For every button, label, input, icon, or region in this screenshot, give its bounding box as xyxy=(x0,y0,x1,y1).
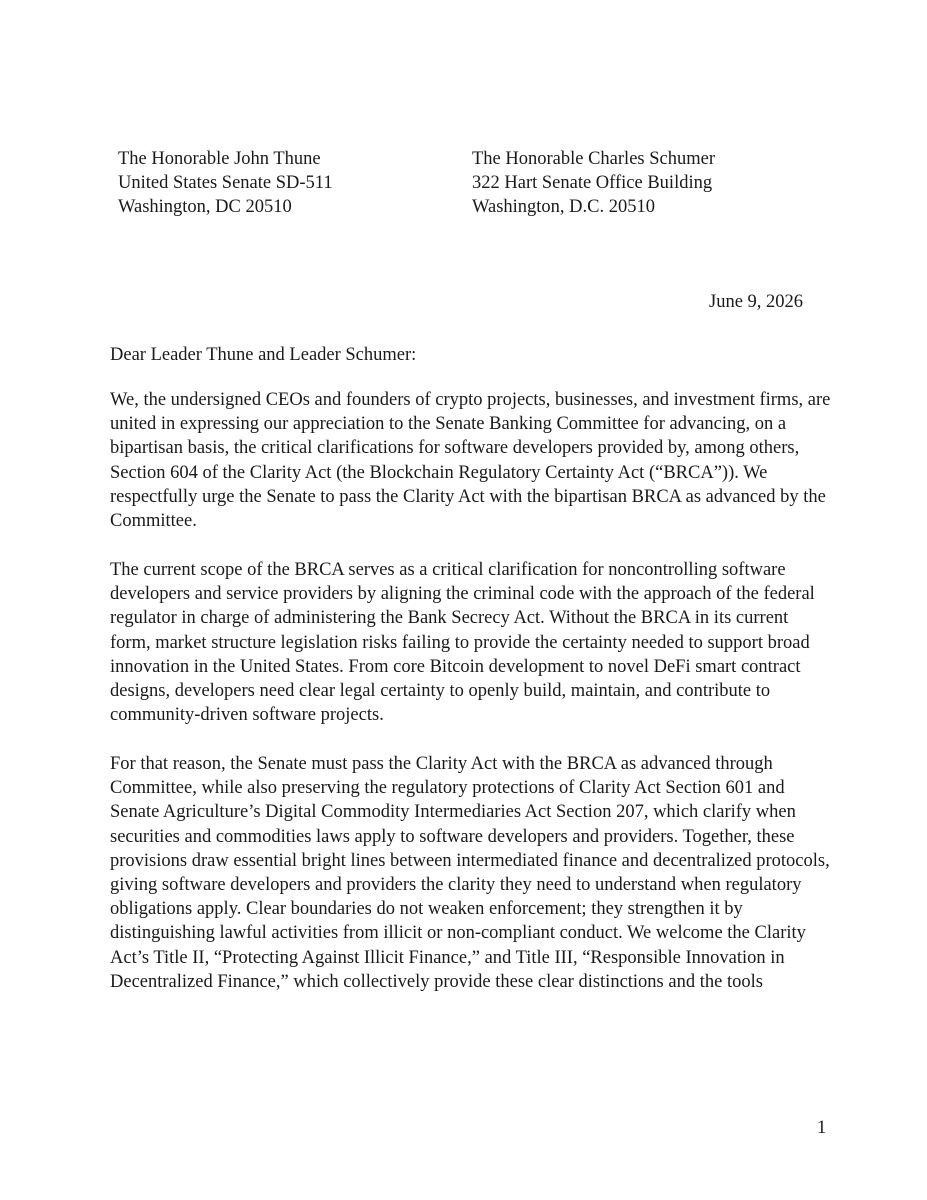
text-line: giving software developers and providers the clarity they need to understand when regulatory xyxy=(110,875,802,896)
text-line: bipartisan basis, the critical clarifications for software developers provided by, among others, xyxy=(110,438,800,459)
text-line: form, market structure legislation risks failing to provide the certainty needed to support broad xyxy=(110,632,810,653)
text-line: Section 604 of the Clarity Act (the Blockchain Regulatory Certainty Act (“BRCA”)). We xyxy=(110,462,768,483)
text-line: respectfully urge the Senate to pass the Clarity Act with the bipartisan BRCA as advanced by the xyxy=(110,486,826,507)
recipient-address-thune xyxy=(118,147,333,219)
recipient-address-schumer xyxy=(472,147,715,219)
text-line: provisions draw essential bright lines between intermediated finance and decentralized protocols, xyxy=(110,850,830,871)
text-line: securities and commodities laws apply to software developers and providers. Together, these xyxy=(110,826,795,847)
text-line: regulator in charge of administering the Bank Secrecy Act. Without the BRCA in its current xyxy=(110,608,789,629)
address-line: United States Senate SD-511 xyxy=(118,173,333,193)
address-line: The Honorable Charles Schumer xyxy=(472,149,715,169)
paragraph-2 xyxy=(110,558,825,727)
paragraph-3 xyxy=(110,752,830,994)
text-line: Decentralized Finance,” which collectively provide these clear distinctions and the tools xyxy=(110,971,763,992)
text-line: For that reason, the Senate must pass the Clarity Act with the BRCA as advanced through xyxy=(110,754,773,774)
text-line: Senate Agriculture’s Digital Commodity Intermediaries Act Section 207, which clarify when xyxy=(110,802,796,823)
text-line: We, the undersigned CEOs and founders of crypto projects, businesses, and investment firms, are xyxy=(110,390,831,410)
text-line: Committee, while also preserving the regulatory protections of Clarity Act Section 601 and xyxy=(110,778,785,799)
text-line: The current scope of the BRCA serves as a critical clarification for noncontrolling software xyxy=(110,560,786,580)
text-line: distinguishing lawful activities from illicit or non-compliant conduct. We welcome the Clarity xyxy=(110,923,806,944)
text-line: Committee. xyxy=(110,511,197,532)
text-line: innovation in the United States. From core Bitcoin development to novel DeFi smart contract xyxy=(110,656,801,677)
text-line: designs, developers need clear legal certainty to openly build, maintain, and contribute to xyxy=(110,681,771,702)
text-line: obligations apply. Clear boundaries do not weaken enforcement; they strengthen it by xyxy=(110,899,743,920)
address-line: Washington, DC 20510 xyxy=(118,197,292,217)
text-line: Act’s Title II, “Protecting Against Illicit Finance,” and Title III, “Responsible Innovation in xyxy=(110,947,785,968)
text-line: developers and service providers by aligning the criminal code with the approach of the federal xyxy=(110,584,815,605)
paragraph-1 xyxy=(110,388,831,533)
address-line: 322 Hart Senate Office Building xyxy=(472,173,713,193)
address-line: Washington, D.C. 20510 xyxy=(472,197,655,217)
text-line: community-driven software projects. xyxy=(110,705,384,726)
salutation: Dear Leader Thune and Leader Schumer: xyxy=(110,345,417,365)
address-line: The Honorable John Thune xyxy=(118,149,321,169)
text-line: united in expressing our appreciation to the Senate Banking Committee for advancing, on a xyxy=(110,414,787,435)
letter-date: June 9, 2026 xyxy=(709,292,804,312)
page-number: 1 xyxy=(817,1118,827,1138)
